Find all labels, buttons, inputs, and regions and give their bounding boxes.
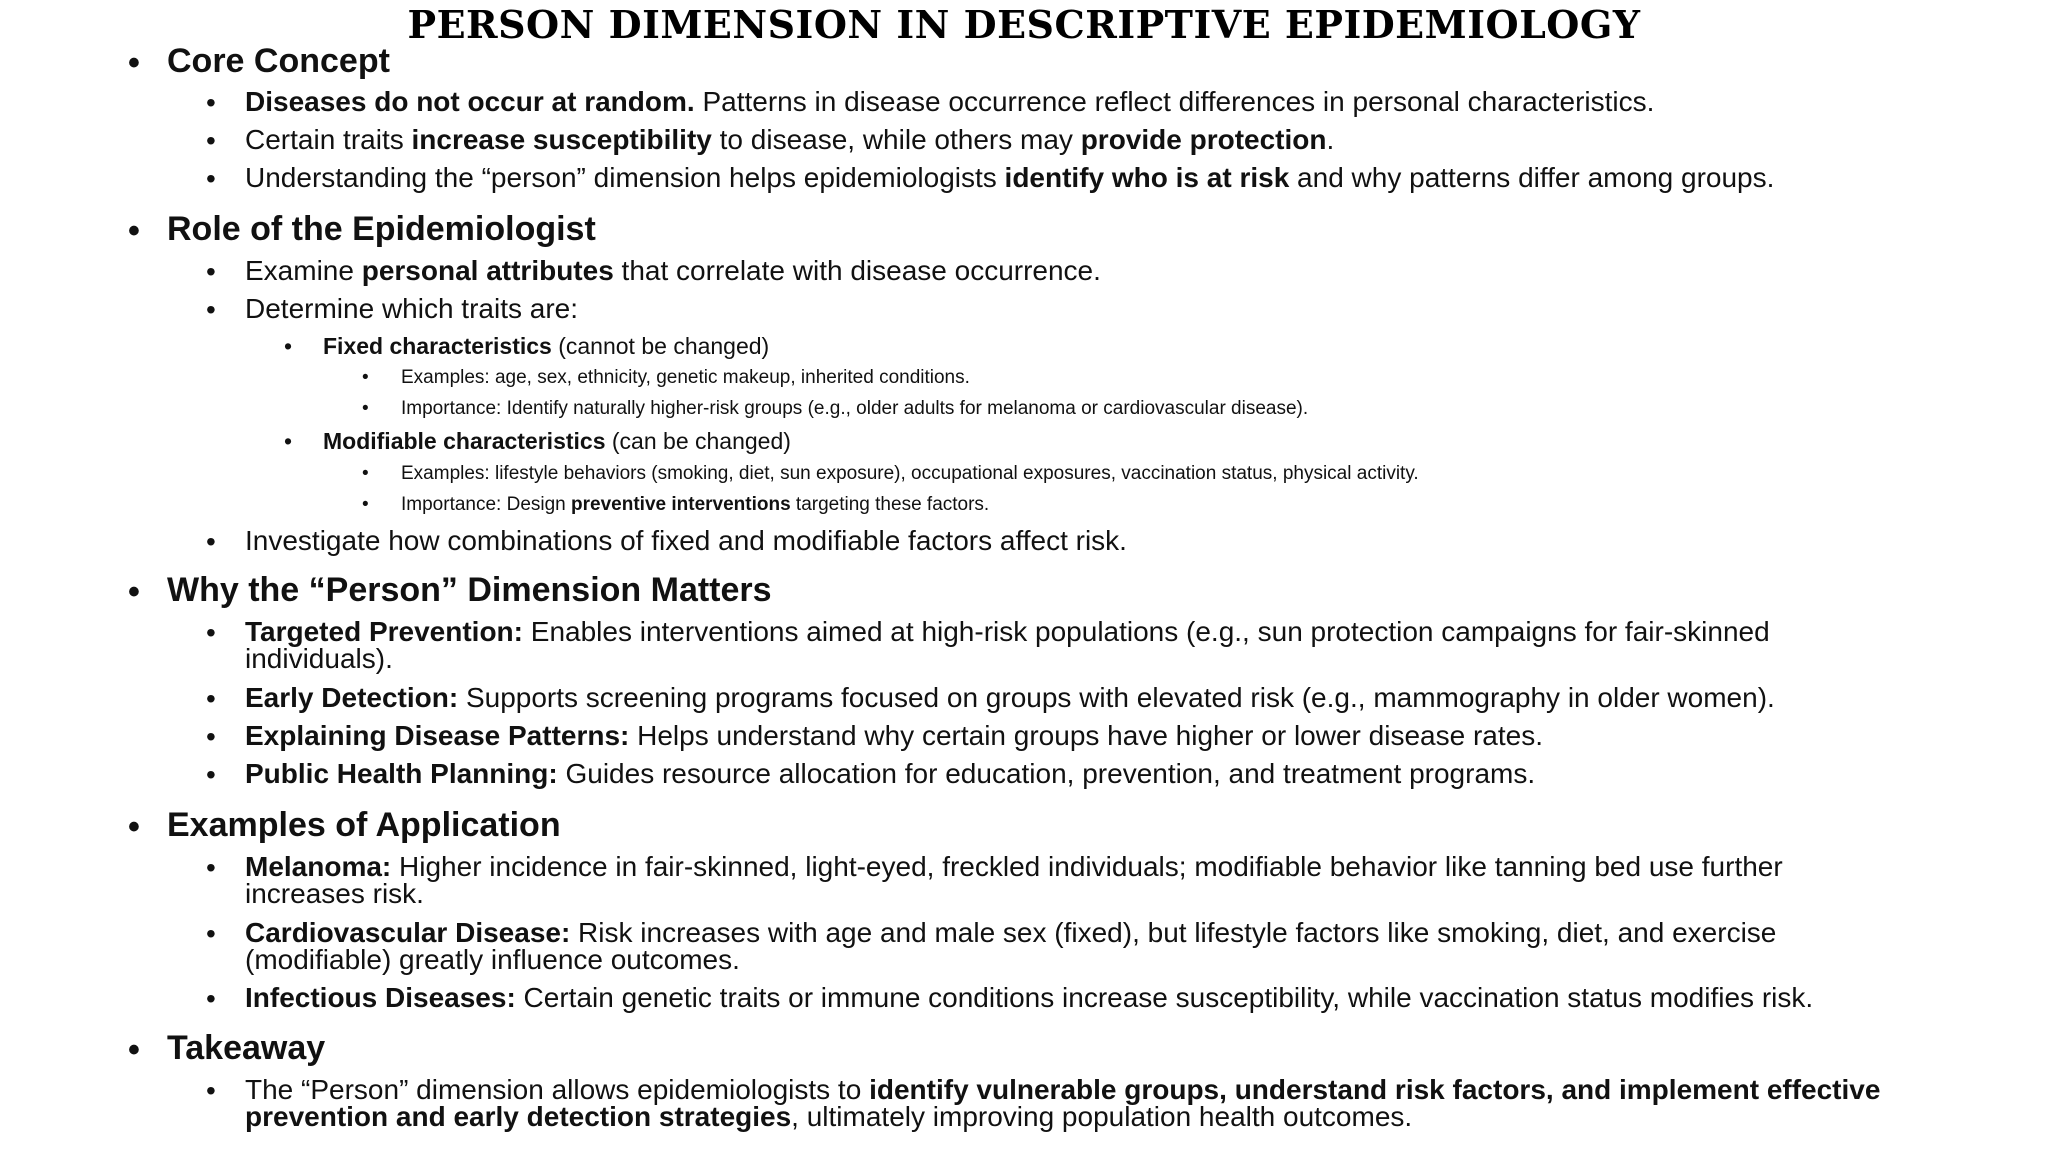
core-bullet-1: Diseases do not occur at random. Patterns in disease occurrence reflect differences in personal characteristics.	[245, 86, 1655, 117]
why-bullet-2: Early Detection: Supports screening programs focused on groups with elevated risk (e.g., mammography in older women).	[245, 682, 1775, 713]
role-fixed-importance: Importance: Identify naturally higher-risk groups (e.g., older adults for melanoma or cardiovascular disease).	[401, 398, 1309, 419]
examples-bullet-1-continued: increases risk.	[245, 878, 424, 909]
bullet-dot: •	[128, 1031, 140, 1069]
why-bullet-3: Explaining Disease Patterns: Helps understand why certain groups have higher or lower disease rates.	[245, 720, 1543, 751]
bullet-dot: •	[206, 721, 216, 752]
bullet-dot: •	[206, 983, 216, 1014]
bullet-dot: •	[128, 808, 140, 846]
role-fixed-examples: Examples: age, sex, ethnicity, genetic makeup, inherited conditions.	[401, 367, 970, 388]
bullet-dot: •	[128, 573, 140, 611]
why-bullet-1-continued: individuals).	[245, 643, 393, 674]
bullet-dot: •	[362, 494, 369, 515]
role-bullet-2: Determine which traits are:	[245, 293, 579, 324]
examples-bullet-3: Infectious Diseases: Certain genetic traits or immune conditions increase susceptibility, while vaccination status modifies risk.	[245, 982, 1814, 1013]
bullet-dot: •	[362, 463, 369, 484]
bullet-dot: •	[206, 683, 216, 714]
bullet-dot: •	[206, 163, 216, 194]
slide-title: PERSON DIMENSION IN DESCRIPTIVE EPIDEMIOLOGY	[407, 2, 1641, 47]
role-modifiable-characteristics: Modifiable characteristics (can be changed)	[323, 428, 791, 454]
bullet-dot: •	[206, 617, 216, 648]
bullet-dot: •	[206, 87, 216, 118]
takeaway-bullet-1-continued: prevention and early detection strategies, ultimately improving population health outcomes.	[245, 1101, 1413, 1132]
bullet-dot: •	[128, 44, 140, 82]
bullet-dot: •	[284, 333, 293, 359]
bullet-dot: •	[206, 256, 216, 287]
section-heading-core: Core Concept	[167, 42, 390, 80]
examples-bullet-2-continued: (modifiable) greatly influence outcomes.	[245, 944, 740, 975]
examples-bullet-2: Cardiovascular Disease: Risk increases with age and male sex (fixed), but lifestyle factors like smoking, diet, and exercise	[245, 917, 1777, 948]
section-heading-role: Role of the Epidemiologist	[167, 210, 596, 248]
core-bullet-3: Understanding the “person” dimension helps epidemiologists identify who is at risk and why patterns differ among groups.	[245, 162, 1775, 193]
bullet-dot: •	[206, 759, 216, 790]
core-bullet-2: Certain traits increase susceptibility to disease, while others may provide protection.	[245, 124, 1335, 155]
bullet-dot: •	[362, 398, 369, 419]
bullet-dot: •	[206, 1075, 216, 1106]
bullet-dot: •	[206, 852, 216, 883]
bullet-dot: •	[206, 526, 216, 557]
why-bullet-1: Targeted Prevention: Enables interventions aimed at high-risk populations (e.g., sun protection campaigns for fair-skinned	[245, 616, 1770, 647]
role-modifiable-examples: Examples: lifestyle behaviors (smoking, diet, sun exposure), occupational exposures, vaccination status, physical activity.	[401, 463, 1419, 484]
bullet-dot: •	[362, 367, 369, 388]
section-heading-why: Why the “Person” Dimension Matters	[167, 571, 772, 609]
role-bullet-1: Examine personal attributes that correlate with disease occurrence.	[245, 255, 1101, 286]
bullet-dot: •	[206, 125, 216, 156]
bullet-dot: •	[128, 212, 140, 250]
takeaway-bullet-1: The “Person” dimension allows epidemiologists to identify vulnerable groups, understand risk factors, and implement effective	[245, 1074, 1881, 1105]
bullet-dot: •	[206, 294, 216, 325]
section-heading-examples: Examples of Application	[167, 806, 561, 844]
examples-bullet-1: Melanoma: Higher incidence in fair-skinned, light-eyed, freckled individuals; modifiable behavior like tanning bed use further	[245, 851, 1783, 882]
role-modifiable-importance: Importance: Design preventive interventions targeting these factors.	[401, 494, 990, 515]
bullet-dot: •	[206, 918, 216, 949]
bullet-dot: •	[284, 428, 293, 454]
role-bullet-3: Investigate how combinations of fixed and modifiable factors affect risk.	[245, 525, 1127, 556]
section-heading-takeaway: Takeaway	[167, 1029, 326, 1067]
why-bullet-4: Public Health Planning: Guides resource allocation for education, prevention, and treatment programs.	[245, 758, 1536, 789]
role-fixed-characteristics: Fixed characteristics (cannot be changed)	[323, 333, 770, 359]
